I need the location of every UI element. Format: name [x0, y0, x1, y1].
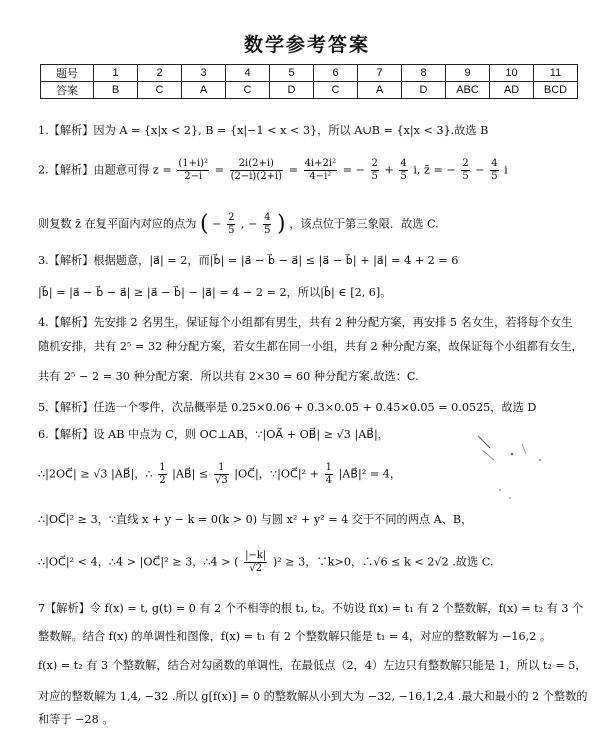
- denominator: √3: [214, 475, 228, 486]
- fraction: [227, 212, 235, 237]
- text-span: |AB⃗|² = 4，: [338, 467, 402, 481]
- table-cell: AD: [490, 82, 534, 99]
- solution-6-line-4: [38, 550, 493, 575]
- solution-2-conclusion: [38, 212, 439, 237]
- answer-table: [40, 64, 578, 99]
- solution-4-line-1: 4.【解析】先安排 2 名男生，保证每个小组都有男生，共有 2 种分配方案，再安排 5 名女生，若将每个女生: [38, 316, 573, 329]
- page-title: 数学参考答案: [243, 34, 370, 56]
- table-cell: B: [94, 82, 138, 99]
- solution-7-line-1: 7【解析】令 f(x) = t, g(t) = 0 有 2 个不相等的根 t₁, t₂。不妨设 f(x) = t₁ 有 2 个整数解，f(x) = t₂ 有 3 个: [38, 602, 584, 615]
- fraction: [325, 462, 333, 487]
- table-cell: 3: [182, 65, 226, 82]
- sketch-dot: [509, 497, 511, 499]
- numerator: 4i+2i²: [304, 158, 337, 169]
- numerator: |−k|: [245, 550, 267, 561]
- numerator: 1: [159, 462, 166, 473]
- fraction: [230, 158, 283, 183]
- fraction: [371, 158, 379, 183]
- row-label-number: 题号: [41, 65, 94, 82]
- table-cell: 7: [358, 65, 402, 82]
- fraction: [399, 158, 407, 183]
- numerator: 4: [264, 212, 271, 223]
- text-span: ，该点位于第三象限．故选 C.: [289, 217, 439, 231]
- numerator: 4: [491, 158, 498, 169]
- table-cell: 4: [226, 65, 270, 82]
- table-cell: 9: [446, 65, 490, 82]
- solution-6-line-2: [38, 462, 401, 487]
- numerator: 2: [228, 212, 235, 223]
- denominator: 5: [371, 171, 378, 182]
- solution-3-line-2: |b⃗| = |a⃗ − b⃗ − a⃗| ≥ |a⃗ − b⃗| − |a⃗| = 4 − 2 = 2，所以|b⃗| ∈ [2, 6]。: [38, 286, 392, 299]
- text-span: −: [475, 163, 485, 177]
- denominator: (2−i)(2+i): [230, 171, 283, 182]
- table-row-answers: [41, 82, 578, 99]
- solution-3-line-1: 3.【解析】根据题意，|a⃗| = 2，而|b⃗| = |a⃗ − b⃗ − a⃗| ≤ |a⃗ − b⃗| + |a⃗| = 4 + 2 = 6: [38, 254, 459, 267]
- numerator: 1: [325, 462, 332, 473]
- fraction: [177, 158, 209, 183]
- text-span: |AB⃗| ≤: [172, 467, 209, 481]
- denominator: 5: [462, 171, 469, 182]
- numerator: 2: [371, 158, 378, 169]
- fraction: [214, 462, 229, 487]
- table-row-numbers: [41, 65, 578, 82]
- text-span: =: [214, 163, 225, 177]
- solution-7-line-4: 对应的整数解为 1,4, −32 .所以 g[f(x)] = 0 的整数解从小到大为 −32, −16,1,2,4 .最大和最小的 2 个整数的: [38, 690, 588, 703]
- paren-open: (: [200, 211, 209, 237]
- solution-7-line-2: 整数解。结合 f(x) 的单调性和图像，f(x) = t₁ 有 2 个整数解只能是 t₁ = 4，对应的整数解为 −16,2 。: [38, 630, 552, 643]
- fraction: [244, 550, 267, 575]
- table-cell: 8: [402, 65, 446, 82]
- solution-4-line-2: 随机安排，共有 2⁵ = 32 种分配方案，若女生都在同一小组，共有 2 种分配方案，故保证每个小组都有女生，: [38, 340, 583, 353]
- numerator: (1+i)²: [178, 158, 209, 169]
- table-cell: 2: [138, 65, 182, 82]
- denominator: 5: [491, 171, 498, 182]
- text-span: =: [288, 163, 298, 177]
- geometry-sketch: [470, 430, 570, 510]
- denominator: 4−i²: [309, 171, 332, 182]
- table-cell: 5: [270, 65, 314, 82]
- text-span: −: [212, 217, 222, 231]
- table-cell: BCD: [534, 82, 578, 99]
- solution-2: [38, 158, 508, 183]
- table-cell: ABC: [446, 82, 490, 99]
- table-cell: 10: [490, 65, 534, 82]
- text-span: +: [384, 163, 394, 177]
- denominator: 2−i: [184, 171, 203, 182]
- numerator: 1: [214, 462, 229, 475]
- text-span: )² ≥ 3，∵k>0，∴√6 ≤ k < 2√2 .故选 C.: [272, 555, 494, 569]
- solution-7-line-5: 和等于 −28 。: [38, 713, 114, 726]
- solution-6-line-1: 6.【解析】设 AB 中点为 C，则 OC⊥AB，∵|OA⃗ + OB⃗| ≥ √3 |AB⃗|，: [38, 428, 389, 441]
- sketch-dot: [499, 489, 501, 491]
- text-span: |OC⃗|，∵|OC⃗|² +: [234, 467, 320, 481]
- denominator: √2: [249, 563, 263, 574]
- fraction: [158, 462, 166, 487]
- solution-7-line-3: f(x) = t₂ 有 3 个整数解，结合对勾函数的单调性，在最低点（2，4）左边只有整数解只能是 1，所以 t₂ = 5，: [38, 659, 587, 672]
- denominator: 5: [400, 171, 407, 182]
- text-span: 2.【解析】由题意可得 z =: [38, 163, 172, 177]
- table-cell: C: [314, 82, 358, 99]
- fraction: [490, 158, 498, 183]
- fraction: [461, 158, 469, 183]
- solution-6-line-3: ∴|OC⃗|² ≥ 3，∵直线 x + y − k = 0(k > 0) 与圆 x² + y² = 4 交于不同的两点 A、B，: [38, 513, 473, 526]
- solution-1: 1.【解析】因为 A = {x|x < 2}, B = {x|−1 < x < 3}，所以 A∪B = {x|x < 3}.故选 B: [38, 124, 489, 137]
- numerator: 2: [462, 158, 469, 169]
- table-cell: D: [270, 82, 314, 99]
- sketch-dot: [511, 453, 513, 455]
- text-span: i: [504, 163, 508, 177]
- table-cell: 1: [94, 65, 138, 82]
- solution-4-line-3: 共有 2⁵ − 2 = 30 种分配方案．所以共有 2×30 = 60 种分配方案.故选：C.: [38, 370, 419, 383]
- table-cell: A: [358, 82, 402, 99]
- text-span: ∴|2OC⃗| ≥ √3 |AB⃗|，∴: [38, 467, 153, 481]
- text-span: i, z̄ = −: [413, 163, 456, 177]
- denominator: 5: [264, 225, 271, 236]
- sketch-line: [478, 436, 490, 448]
- paren-close: ): [277, 211, 286, 237]
- text-span: , −: [241, 217, 258, 231]
- fraction: [263, 212, 271, 237]
- table-cell: C: [226, 82, 270, 99]
- denominator: 2: [159, 475, 166, 486]
- sketch-dot: [539, 459, 541, 461]
- denominator: 4: [325, 475, 332, 486]
- table-cell: D: [402, 82, 446, 99]
- denominator: 5: [228, 225, 235, 236]
- text-span: = −: [342, 163, 365, 177]
- fraction: [304, 158, 338, 183]
- text-span: ∴|OC⃗|² < 4，∴4 > |OC⃗|² ≥ 3，∴4 > (: [38, 555, 239, 569]
- solution-5: 5.【解析】任选一个零件，次品概率是 0.25×0.06 + 0.3×0.05 + 0.45×0.05 = 0.0525，故选 D: [38, 401, 537, 414]
- table-cell: A: [182, 82, 226, 99]
- text-span: 则复数 z̄ 在复平面内对应的点为: [38, 217, 197, 231]
- table-cell: 11: [534, 65, 578, 82]
- numerator: 2i(2+i): [230, 158, 283, 171]
- row-label-answer: 答案: [41, 82, 94, 99]
- table-cell: C: [138, 82, 182, 99]
- numerator: 4: [400, 158, 407, 169]
- table-cell: 6: [314, 65, 358, 82]
- sketch-line: [522, 444, 526, 454]
- sketch-line: [482, 450, 494, 460]
